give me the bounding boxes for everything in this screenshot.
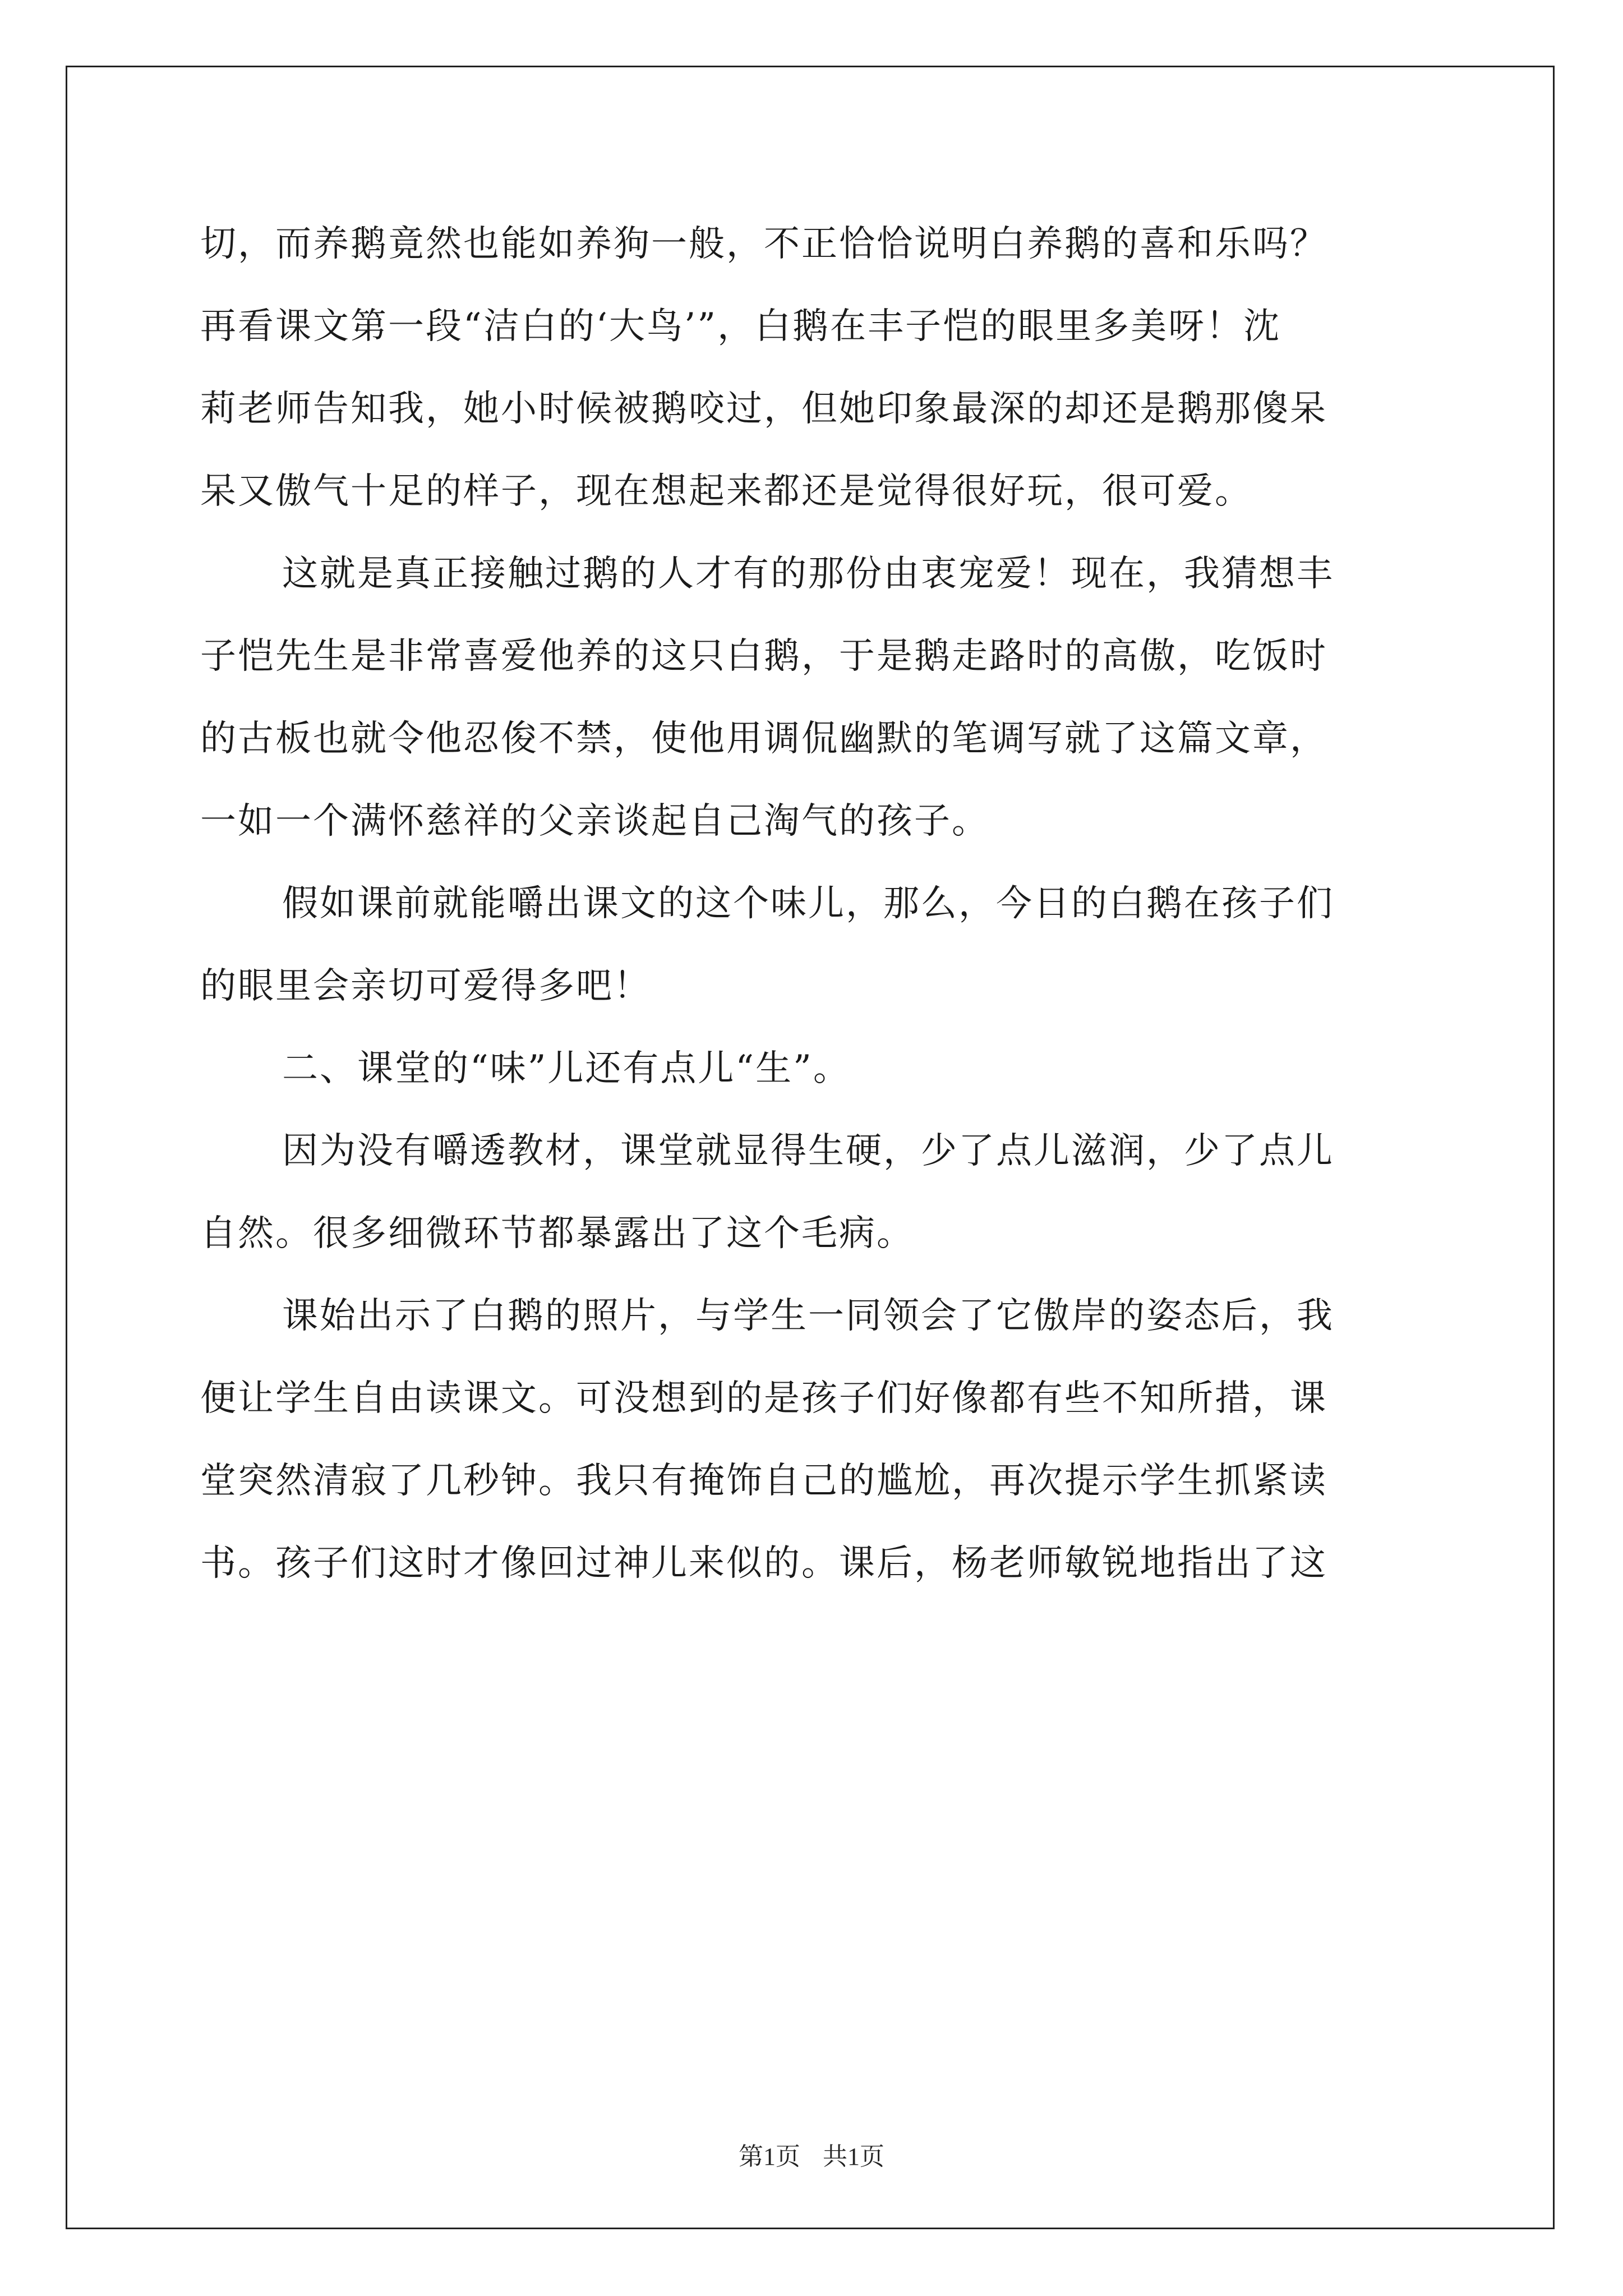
text-line: 堂突然清寂了几秒钟。我只有掩饰自己的尴尬，再次提示学生抓紧读: [200, 1460, 1327, 1502]
text-line: 的眼里会亲切可爱得多吧！: [200, 965, 651, 1007]
text-line: 莉老师告知我，她小时候被鹅咬过，但她印象最深的却还是鹅那傻呆: [200, 388, 1327, 430]
paragraph-start-line: 课始出示了白鹅的照片，与学生一同领会了它傲岸的姿态后，我: [282, 1295, 1334, 1337]
text-line: 再看课文第一段“洁白的‘大鸟’”，白鹅在丰子恺的眼里多美呀！沈: [200, 306, 1281, 347]
section-heading: 二、课堂的“味”儿还有点儿“生”。: [282, 1048, 851, 1089]
text-line: 呆又傲气十足的样子，现在想起来都还是觉得很好玩，很可爱。: [200, 471, 1252, 512]
text-line: 的古板也就令他忍俊不禁，使他用调侃幽默的笔调写就了这篇文章，: [200, 718, 1327, 760]
text-line: 一如一个满怀慈祥的父亲谈起自己淘气的孩子。: [200, 800, 989, 842]
page-footer: [0, 2136, 1623, 2172]
text-line: 书。孩子们这时才像回过神儿来似的。课后，杨老师敏锐地指出了这: [200, 1543, 1327, 1584]
paragraph-start-line: 这就是真正接触过鹅的人才有的那份由衷宠爱！现在，我猜想丰: [282, 553, 1334, 595]
document-body: [200, 203, 1428, 1605]
text-line: 切，而养鹅竟然也能如养狗一般，不正恰恰说明白养鹅的喜和乐吗？: [200, 223, 1327, 265]
text-line: 自然。很多细微环节都暴露出了这个毛病。: [200, 1213, 914, 1254]
paragraph-start-line: 因为没有嚼透教材，课堂就显得生硬，少了点儿滋润，少了点儿: [282, 1130, 1334, 1172]
text-line: 子恺先生是非常喜爱他养的这只白鹅，于是鹅走路时的高傲，吃饭时: [200, 636, 1327, 677]
text-line: 便让学生自由读课文。可没想到的是孩子们好像都有些不知所措，课: [200, 1378, 1327, 1419]
page-number-current: 第1页: [739, 2143, 800, 2170]
paragraph-start-line: 假如课前就能嚼出课文的这个味儿，那么，今日的白鹅在孩子们: [282, 883, 1334, 924]
page-number-total: 共1页: [823, 2143, 884, 2170]
